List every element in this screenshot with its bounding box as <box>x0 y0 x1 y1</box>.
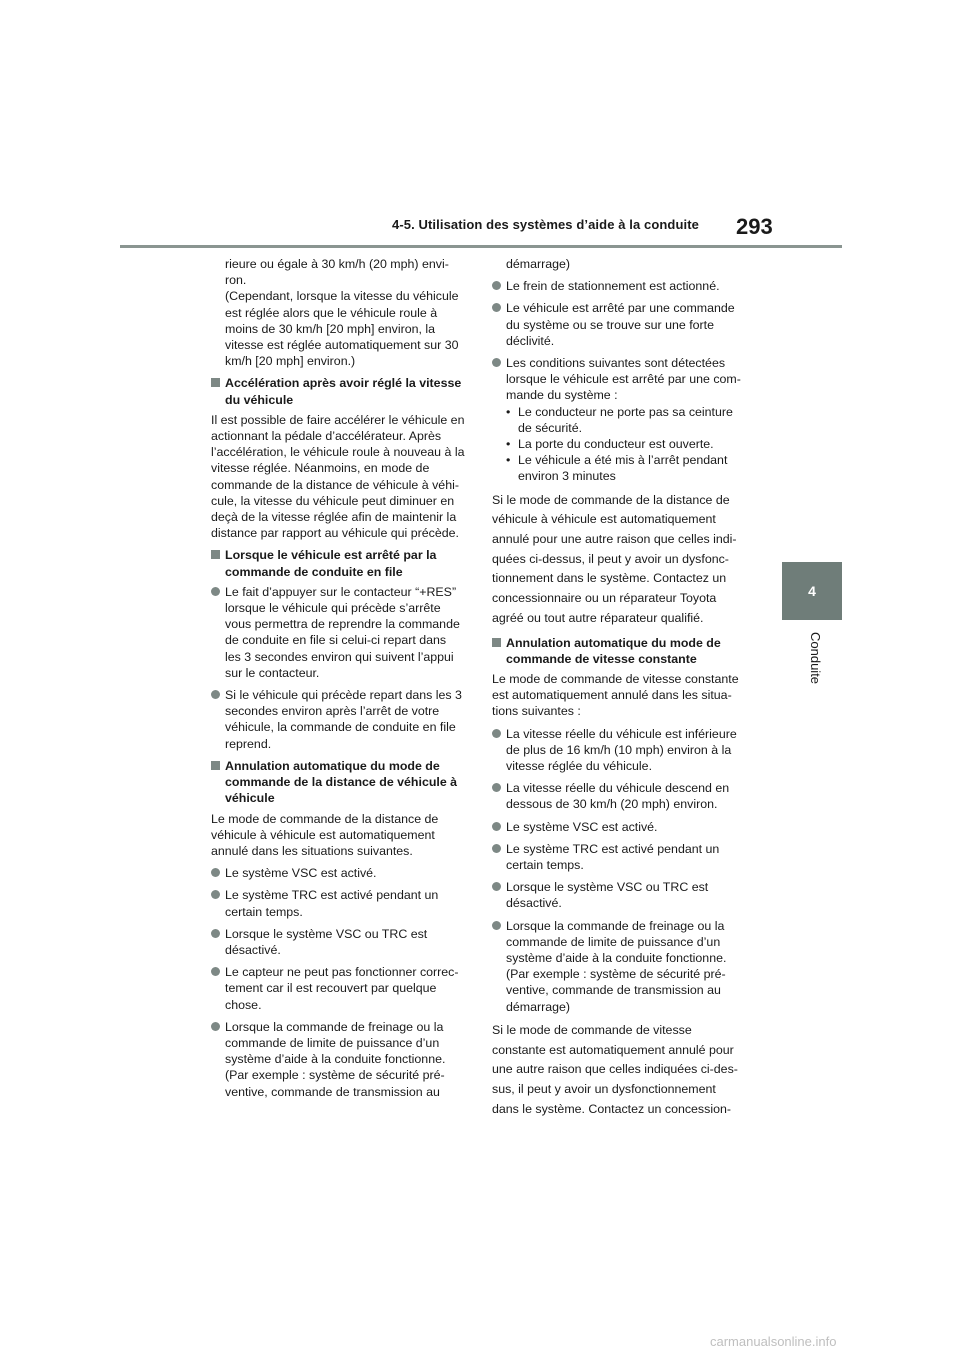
circle-bullet-icon <box>211 929 220 938</box>
continued-text: démarrage) <box>506 257 571 271</box>
chapter-tab-number: 4 <box>782 562 842 620</box>
watermark: carmanualsonline.info <box>710 1334 837 1349</box>
intro-paragraph: rieure ou égale à 30 km/h (20 mph) envi-ron. (Cependant, lorsque la vitesse du véhicule est réglée alors que le véhicule roule à moins de 30 km/h [20 mph] environ, la vitesse est réglée automatiquement sur 30 km/h [20 mph] environ.) <box>225 257 459 369</box>
section-heading: Annulation automatique du mode de commande de la distance de véhicule à véhicule <box>211 758 465 807</box>
circle-bullet-icon <box>492 822 501 831</box>
bullet-item: La vitesse réelle du véhicule descend en dessous de 30 km/h (20 mph) environ. <box>492 780 746 812</box>
circle-bullet-icon <box>211 1022 220 1031</box>
dash-item: • Le véhicule a été mis à l’arrêt pendant environ 3 minutes <box>506 453 728 484</box>
section-heading: Lorsque le véhicule est arrêté par la commande de conduite en file <box>211 547 465 579</box>
circle-bullet-icon <box>492 921 501 930</box>
circle-bullet-icon <box>492 882 501 891</box>
square-bullet-icon <box>211 378 220 387</box>
bullet-item: Lorsque la commande de freinage ou la commande de limite de puissance d’un système d’aide à la conduite fonctionne. (Par exemple : système de sécurité pré-ventive, commande de transmission au démarrage) <box>492 918 746 1015</box>
bullet-item: Le système VSC est activé. <box>211 865 465 881</box>
circle-bullet-icon <box>492 783 501 792</box>
circle-bullet-icon <box>211 587 220 596</box>
bullet-item: Le véhicule est arrêté par une commande du système ou se trouve sur une forte déclivité. <box>492 300 746 349</box>
circle-bullet-icon <box>211 690 220 699</box>
bullet-item: Lorsque le système VSC ou TRC est désactivé. <box>211 926 465 958</box>
section-heading: Accélération après avoir réglé la vitesse du véhicule <box>211 375 465 407</box>
circle-bullet-icon <box>492 358 501 367</box>
chapter-tab-label: Conduite <box>808 632 823 685</box>
circle-bullet-icon <box>492 729 501 738</box>
paragraph: Le mode de commande de la distance de véhicule à véhicule est automatiquement annulé dans les situations suivantes. <box>211 811 439 858</box>
page-number: 293 <box>736 214 773 239</box>
bullet-item: Lorsque la commande de freinage ou la commande de limite de puissance d’un système d’aide à la conduite fonctionne. (Par exemple : système de sécurité pré-ventive, commande de transmission au <box>211 1019 465 1100</box>
bullet-item: Le système TRC est activé pendant un certain temps. <box>211 887 465 919</box>
left-column <box>211 256 465 1106</box>
section-title: 4-5. Utilisation des systèmes d’aide à la conduite <box>392 217 699 232</box>
paragraph: Le mode de commande de vitesse constante est automatiquement annulé dans les situa-tions suivantes : <box>492 671 739 719</box>
right-column <box>492 256 746 1125</box>
bullet-item: Si le véhicule qui précède repart dans les 3 secondes environ après l’arrêt de votre véhicule, la commande de conduite en file reprend. <box>211 687 465 752</box>
square-bullet-icon <box>211 761 220 770</box>
circle-bullet-icon <box>211 890 220 899</box>
circle-bullet-icon <box>211 868 220 877</box>
square-bullet-icon <box>211 550 220 559</box>
bullet-item: Les conditions suivantes sont détectées lorsque le véhicule est arrêté par une com-mande du système : <box>492 355 746 404</box>
square-bullet-icon <box>492 638 501 647</box>
circle-bullet-icon <box>492 281 501 290</box>
section-heading: Annulation automatique du mode de commande de vitesse constante <box>492 635 746 667</box>
bullet-item: Le système TRC est activé pendant un certain temps. <box>492 841 746 873</box>
dash-item: • La porte du conducteur est ouverte. <box>506 437 714 452</box>
circle-bullet-icon <box>211 967 220 976</box>
header-divider <box>120 245 842 248</box>
bullet-item: Lorsque le système VSC ou TRC est désactivé. <box>492 879 746 911</box>
bullet-item: Le système VSC est activé. <box>492 819 746 835</box>
bullet-item: La vitesse réelle du véhicule est inférieure de plus de 16 km/h (10 mph) environ à la vitesse réglée du véhicule. <box>492 726 746 775</box>
circle-bullet-icon <box>492 844 501 853</box>
bullet-item: Le frein de stationnement est actionné. <box>492 278 746 294</box>
paragraph: Si le mode de commande de vitesse constante est automatiquement annulé pour une autre raison que celles indiquées ci-des-sus, il peut y avoir un dysfonctionnement dans le système. Contactez un concession- <box>492 1022 738 1116</box>
paragraph: Si le mode de commande de la distance de véhicule à véhicule est automatiquement annulé pour une autre raison que celles indi-quées ci-dessus, il peut y avoir un dysfonc-tionnement dans le système. Contactez un concessionnaire ou un réparateur Toyota agréé ou tout autre réparateur qualifié. <box>492 492 737 625</box>
bullet-item: Le capteur ne peut pas fonctionner correc-tement car il est recouvert par quelque chose. <box>211 964 465 1013</box>
bullet-item: Le fait d’appuyer sur le contacteur “+RES” lorsque le véhicule qui précède s’arrête vous permettra de reprendre la commande de conduite en file si celui-ci repart dans les 3 secondes environ qui suivent l’appui sur le contacteur. <box>211 584 465 681</box>
paragraph: Il est possible de faire accélérer le véhicule en actionnant la pédale d’accélérateur. Après l’accélération, le véhicule roule à nouveau à la vitesse réglée. Néanmoins, en mode de commande de la distance de véhicule à véhi-cule, la vitesse du véhicule peut diminuer en deçà de la vitesse réglée afin de maintenir la distance par rapport au véhicule qui précède. <box>211 412 465 541</box>
circle-bullet-icon <box>492 303 501 312</box>
dash-item: • Le conducteur ne porte pas sa ceinture de sécurité. <box>506 404 733 435</box>
